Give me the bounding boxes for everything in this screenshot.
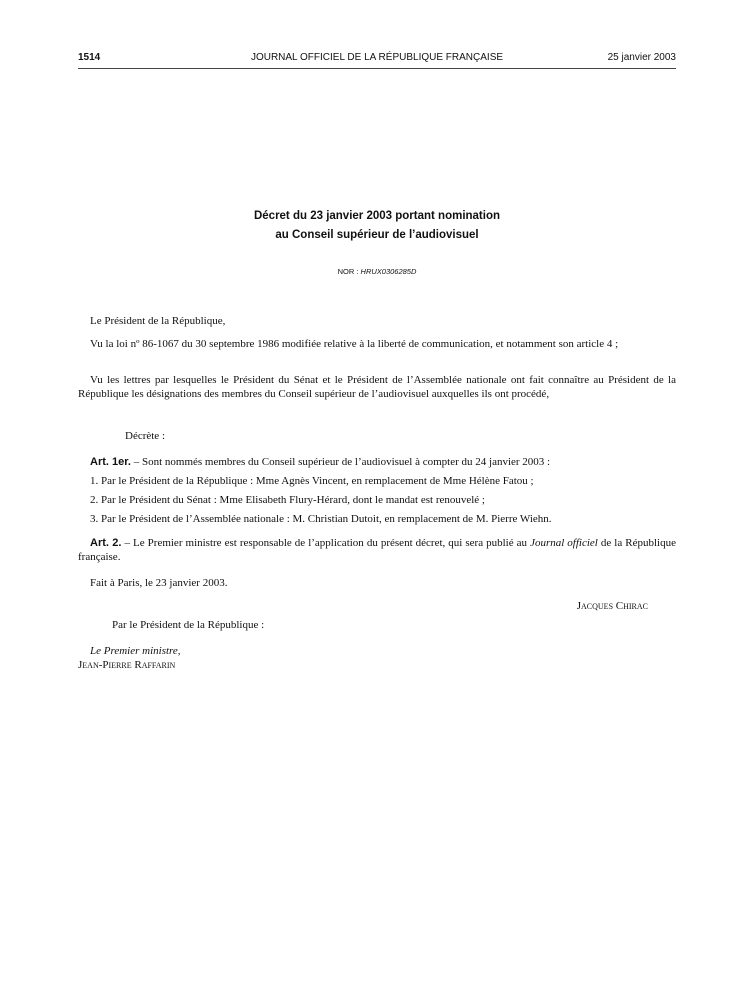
fait-line: Fait à Paris, le 23 janvier 2003. — [90, 577, 228, 589]
article-2-text-a: – Le Premier ministre est responsable de l’application du présent décret, qui sera publié au — [121, 537, 531, 549]
journal-title: JOURNAL OFFICIEL DE LA RÉPUBLIQUE FRANÇAISE — [250, 52, 504, 63]
article-1-item-1: 1. Par le Président de la République : Mme Agnès Vincent, en remplacement de Mme Hélène Fatou ; — [90, 475, 534, 487]
decrete-line: Décrète : — [125, 430, 165, 442]
article-1-text: – Sont nommés membres du Conseil supérieur de l’audiovisuel à compter du 24 janvier 2003 : — [130, 456, 551, 468]
nor-label: NOR : — [337, 267, 359, 276]
article-2 — [78, 537, 676, 564]
page-header — [78, 52, 676, 66]
visa-2: Vu les lettres par lesquelles le Président du Sénat et le Président de l’Assemblée nationale ont fait connaître au Président de la République les désignations des membres du Conseil supérieur de l’audiovisuel auxquelles ils ont procédé, — [78, 374, 676, 400]
par-le-president: Par le Président de la République : — [112, 619, 265, 631]
article-2-text-b: de la République française. — [78, 537, 676, 563]
nor-code: HRUX0306285D — [360, 267, 417, 276]
issue-date: 25 janvier 2003 — [607, 52, 676, 63]
article-1-item-3: 3. Par le Président de l’Assemblée nationale : M. Christian Dutoit, en remplacement de M. Pierre Wiehn. — [90, 513, 552, 525]
opening-line: Le Président de la République, — [90, 315, 226, 327]
decree-title-line-2: au Conseil supérieur de l’audiovisuel — [275, 229, 479, 241]
header-rule — [78, 68, 676, 69]
article-2-label: Art. 2. — [90, 537, 122, 549]
article-1 — [78, 456, 676, 470]
decree-title-line-1: Décret du 23 janvier 2003 portant nomination — [253, 210, 501, 222]
prime-minister-title: Le Premier ministre, — [90, 645, 181, 657]
president-signature: Jacques Chirac — [576, 600, 648, 612]
article-1-label: Art. 1er. — [90, 456, 131, 468]
journal-officiel-reference: Journal officiel — [530, 537, 598, 549]
article-1-item-2: 2. Par le Président du Sénat : Mme Elisabeth Flury-Hérard, dont le mandat est renouvelé ; — [90, 494, 485, 506]
page-number: 1514 — [78, 52, 101, 63]
nor-reference — [78, 267, 676, 276]
visa-1: Vu la loi nº 86-1067 du 30 septembre 1986 modifiée relative à la liberté de communication, et notamment son article 4 ; — [90, 338, 619, 350]
prime-minister-name: Jean-Pierre Raffarin — [78, 659, 176, 671]
decree-title — [78, 207, 676, 245]
